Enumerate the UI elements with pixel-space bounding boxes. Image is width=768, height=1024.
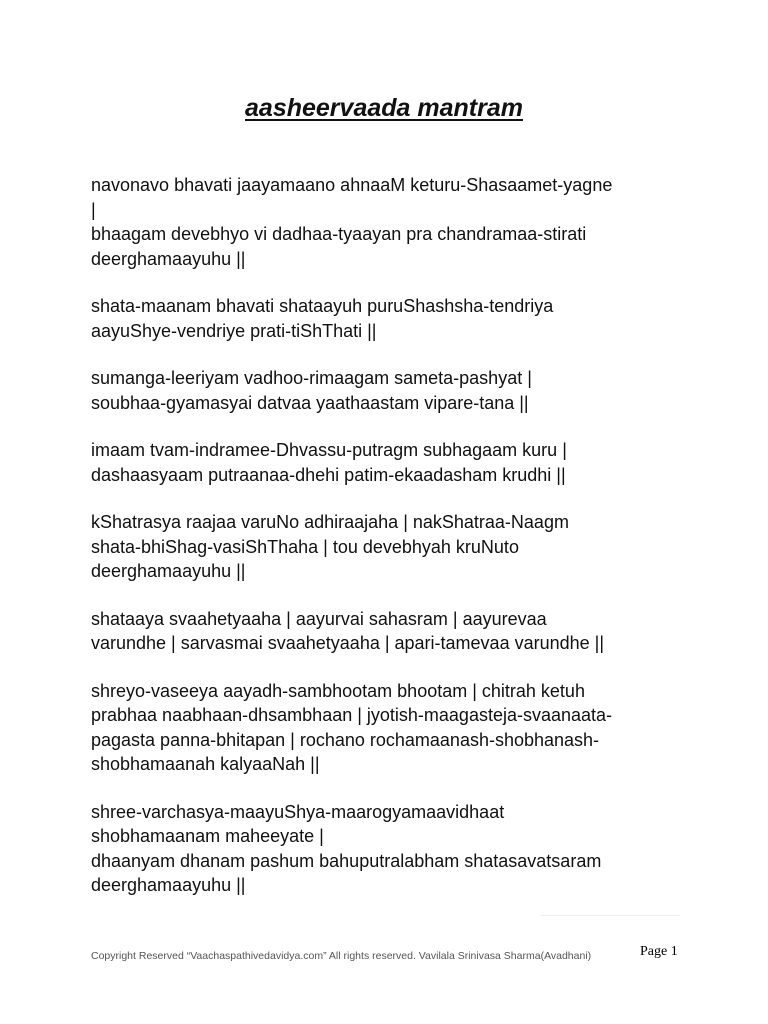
verse-line: deerghamaayuhu ||: [91, 561, 246, 581]
verse-line: dhaanyam dhanam pashum bahuputralabham shatasavatsaram: [91, 850, 602, 871]
verse-line: shata-bhiShag-vasiShThaha | tou devebhyah kruNuto: [91, 536, 519, 557]
page-number: Page 1: [640, 944, 678, 959]
verse-line: shobhamaanam maheeyate |: [91, 826, 324, 846]
verse-line: sumanga-leeriyam vadhoo-rimaagam sameta-pashyat |: [91, 368, 532, 388]
verse-line: prabhaa naabhaan-dhsambhaan | jyotish-maagasteja-svaanaata-: [91, 705, 613, 725]
copyright-notice: Copyright Reserved “Vaachaspathivedavidya.com” All rights reserved. Vavilala Srinivasa Sharma(Avadhani): [91, 950, 592, 962]
verse: [91, 679, 691, 777]
page-title: aasheervaada mantram: [245, 94, 523, 122]
verse: [91, 800, 691, 898]
verse: [91, 173, 691, 271]
verse-line: shree-varchasya-maayuShya-maarogyamaavidhaat: [91, 801, 505, 822]
verse-line: deerghamaayuhu ||: [91, 875, 246, 895]
verse: [91, 438, 691, 487]
verse: [91, 366, 691, 415]
verse: [91, 607, 691, 656]
verse-line: imaam tvam-indramee-Dhvassu-putragm subhagaam kuru |: [91, 440, 567, 460]
verse-line: varundhe | sarvasmai svaahetyaaha | apari-tamevaa varundhe ||: [91, 633, 604, 653]
verse-line: shobhamaanah kalyaaNah ||: [91, 754, 320, 774]
verse-line: navonavo bhavati jaayamaano ahnaaM keturu-Shasaamet-yagne: [91, 175, 613, 195]
verse-line: pagasta panna-bhitapan | rochano rochamaanash-shobhanash-: [91, 729, 600, 750]
verse-line: shataaya svaahetyaaha | aayurvai sahasram | aayurevaa: [91, 608, 547, 629]
verse: [91, 510, 691, 584]
verse: [91, 294, 691, 343]
verse-line: soubhaa-gyamasyai datvaa yaathaastam vipare-tana ||: [91, 392, 529, 413]
page-footer: [91, 946, 691, 964]
verse-line: deerghamaayuhu ||: [91, 248, 246, 269]
verse-line: bhaagam devebhyo vi dadhaa-tyaayan pra chandramaa-stirati: [91, 224, 587, 244]
verse-line: aayuShye-vendriye prati-tiShThati ||: [91, 320, 377, 341]
footer-divider: [540, 915, 680, 916]
verse-line: kShatrasya raajaa varuNo adhiraajaha | nakShatraa-Naagm: [91, 512, 569, 532]
verse-line: |: [91, 199, 96, 220]
mantra-body: [91, 173, 691, 921]
verse-line: shata-maanam bhavati shataayuh puruShashsha-tendriya: [91, 296, 554, 316]
verse-line: dashaasyaam putraanaa-dhehi patim-ekaadasham krudhi ||: [91, 464, 566, 485]
verse-line: shreyo-vaseeya aayadh-sambhootam bhootam | chitrah ketuh: [91, 680, 585, 701]
